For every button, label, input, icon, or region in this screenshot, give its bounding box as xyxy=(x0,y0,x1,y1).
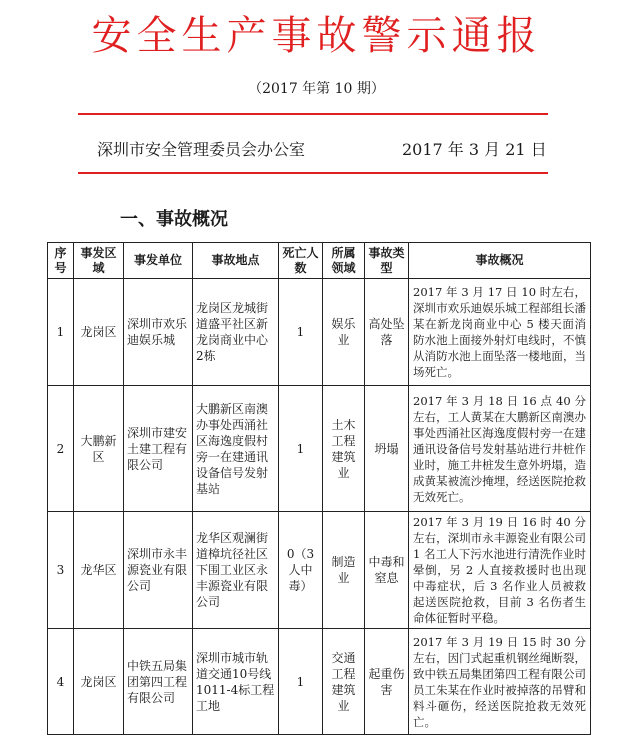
cell-deaths: 1 xyxy=(279,629,323,735)
col-header-summary: 事故概况 xyxy=(409,243,591,279)
col-header-type: 事故类型 xyxy=(365,243,409,279)
cell-area: 龙岗区 xyxy=(74,279,124,386)
cell-unit: 中铁五局集团第四工程有限公司 xyxy=(124,629,193,735)
issue-number: （2017 年第 10 期） xyxy=(248,81,385,97)
cell-no: 2 xyxy=(48,386,74,512)
cell-field: 土木工程建筑业 xyxy=(323,386,365,512)
col-header-no: 序号 xyxy=(48,243,74,279)
col-header-deaths: 死亡人数 xyxy=(279,243,323,279)
table-row xyxy=(48,629,591,735)
cell-field: 娱乐业 xyxy=(323,279,365,386)
cell-unit: 深圳市建安土建工程有限公司 xyxy=(124,386,193,512)
table-row xyxy=(48,279,591,386)
cell-type: 高处坠落 xyxy=(365,279,409,386)
cell-summary: 2017 年 3 月 19 日 15 时 30 分左右，因门式起重机钢丝绳断裂，致中铁五局集团第四工程有限公司员工朱某在作业时被掉落的吊臂和料斗砸伤，经送医院抢救无效死亡。 xyxy=(409,629,591,735)
cell-summary: 2017 年 3 月 17 日 10 时左右，深圳市欢乐迪娱乐城工程部组长潘某在新龙岗商业中心 5 楼天面消防水池上面接外射灯电线时，不慎从消防水池上面坠落一楼地面，当场死亡。 xyxy=(409,279,591,386)
col-header-area: 事发区域 xyxy=(74,243,124,279)
cell-location: 龙华区观澜街道樟坑径社区下围工业区永丰源瓷业有限公司 xyxy=(193,512,279,629)
cell-type: 起重伤害 xyxy=(365,629,409,735)
cell-type: 中毒和窒息 xyxy=(365,512,409,629)
cell-location: 龙岗区龙城街道盛平社区新龙岗商业中心2栋 xyxy=(193,279,279,386)
cell-summary: 2017 年 3 月 18 日 16 点 40 分左右，工人黄某在大鹏新区南澳办事处西涌社区海逸度假村旁一在建通讯设备信号发射基站进行井桩作业时，施工井桩发生意外坍塌，造成黄某被流沙掩埋，经送医院抢救无效死亡。 xyxy=(409,386,591,512)
issue-date: 2017 年 3 月 21 日 xyxy=(402,140,547,159)
header-divider xyxy=(78,113,548,115)
col-header-unit: 事发单位 xyxy=(124,243,193,279)
cell-location: 深圳市城市轨道交通10号线1011-4标工程工地 xyxy=(193,629,279,735)
issuing-office: 深圳市安全管理委员会办公室 xyxy=(97,140,306,159)
bulletin-title: 安全生产事故警示通报 xyxy=(91,13,542,59)
cell-deaths: 1 xyxy=(279,279,323,386)
cell-field: 交通工程建筑业 xyxy=(323,629,365,735)
cell-summary: 2017 年 3 月 19 日 16 时 40 分左右，深圳市永丰源瓷业有限公司 1 名工人下污水池进行清洗作业时晕倒，另 2 人直接救援时也出现中毒症状，后 3 名作业人员被救起送医院抢救，目前 3 名伤者生命体征暂时平稳。 xyxy=(409,512,591,629)
cell-deaths: 0（3人中毒） xyxy=(279,512,323,629)
cell-no: 4 xyxy=(48,629,74,735)
cell-no: 3 xyxy=(48,512,74,629)
accident-table xyxy=(47,242,591,735)
cell-area: 龙华区 xyxy=(74,512,124,629)
col-header-location: 事故地点 xyxy=(193,243,279,279)
cell-area: 龙岗区 xyxy=(74,629,124,735)
cell-no: 1 xyxy=(48,279,74,386)
table-row xyxy=(48,386,591,512)
section-heading: 一、事故概况 xyxy=(120,209,228,230)
cell-deaths: 1 xyxy=(279,386,323,512)
cell-unit: 深圳市永丰源瓷业有限公司 xyxy=(124,512,193,629)
table-header-row xyxy=(48,243,591,279)
cell-type: 坍塌 xyxy=(365,386,409,512)
table-row xyxy=(48,512,591,629)
header-divider-bottom xyxy=(78,172,548,174)
col-header-field: 所属领域 xyxy=(323,243,365,279)
cell-area: 大鹏新区 xyxy=(74,386,124,512)
cell-unit: 深圳市欢乐迪娱乐城 xyxy=(124,279,193,386)
cell-field: 制造业 xyxy=(323,512,365,629)
cell-location: 大鹏新区南澳办事处西涌社区海逸度假村旁一在建通讯设备信号发射基站 xyxy=(193,386,279,512)
